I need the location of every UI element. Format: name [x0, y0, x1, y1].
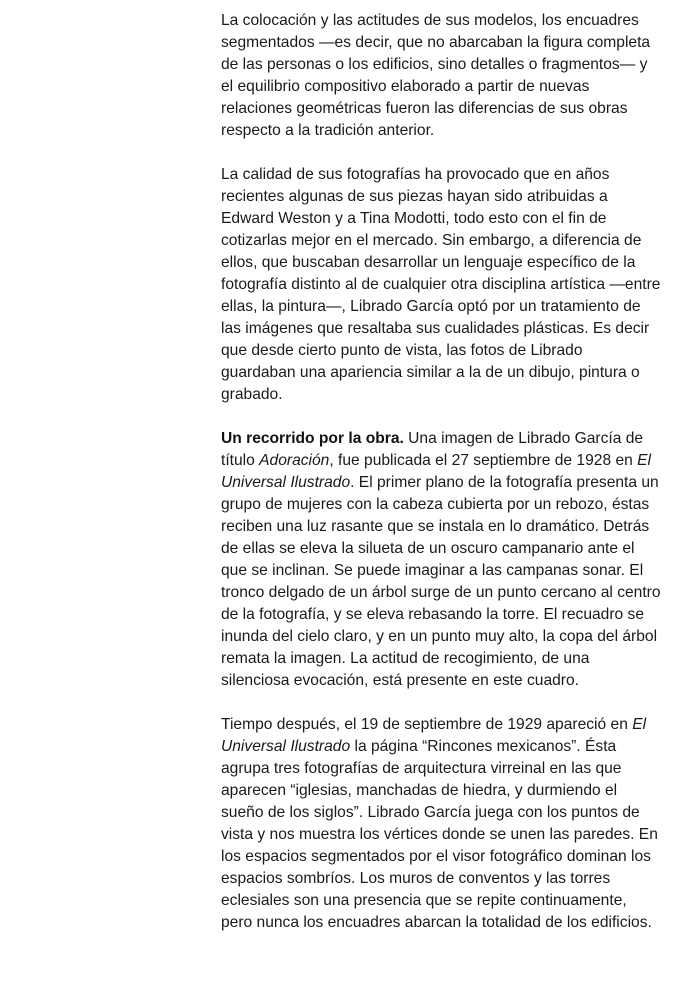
publication-title: El Universal Ilustrado	[221, 452, 651, 491]
paragraph-rincones	[221, 714, 661, 934]
paragraph-text: Una imagen de Librado García de título	[221, 430, 644, 469]
paragraph-adoracion	[221, 428, 661, 692]
section-heading: Un recorrido por la obra.	[221, 430, 404, 447]
paragraph-composition	[221, 10, 661, 142]
paragraph-text: la página “Rincones mexicanos”. Ésta agrupa tres fotografías de arquitectura virreinal en las que aparecen “iglesias, manchadas de hiedra, y durmiendo el sueño de los siglos”. Librado García juega con los puntos de vista y nos muestra los vértices donde se unen las paredes. En los espacios segmentados por el visor fotográfico dominan los espacios sombríos. Los muros de conventos y las torres eclesiales son una presencia que se repite continuamente, pero nunca los encuadres abarcan la totalidad de los edificios.	[221, 738, 658, 931]
paragraph-text: La calidad de sus fotografías ha provocado que en años recientes algunas de sus piezas hayan sido atribuidas a Edward Weston y a Tina Modotti, todo esto con el fin de cotizarlas mejor en el mercado. Sin embargo, a diferencia de ellos, que buscaban desarrollar un lenguaje específico de la fotografía distinto al de cualquier otra disciplina artística —entre ellas, la pintura—, Librado García optó por un tratamiento de las imágenes que resaltaba sus cualidades plásticas. Es decir que desde cierto punto de vista, las fotos de Librado guardaban una apariencia similar a la de un dibujo, pintura o grabado.	[221, 166, 661, 403]
paragraph-text: , fue publicada el 27 septiembre de 1928 en	[329, 452, 638, 469]
paragraph-text: . El primer plano de la fotografía presenta un grupo de mujeres con la cabeza cubierta por un rebozo, éstas reciben una luz rasante que se instala en lo dramático. Detrás de ellas se eleva la silueta de un oscuro campanario ante el que se inclinan. Se puede imaginar a las campanas sonar. El tronco delgado de un árbol surge de un punto cercano al centro de la fotografía, y se eleva rebasando la torre. El recuadro se inunda del cielo claro, y en un punto muy alto, la copa del árbol remata la imagen. La actitud de recogimiento, de una silenciosa evocación, está presente en este cuadro.	[221, 474, 661, 689]
work-title: Adoración	[259, 452, 330, 469]
paragraph-attribution	[221, 164, 661, 406]
paragraph-text: La colocación y las actitudes de sus modelos, los encuadres segmentados —es decir, que no abarcaban la figura completa de las personas o los edificios, sino detalles o fragmentos— y el equilibrio compositivo elaborado a partir de nuevas relaciones geométricas fueron las diferencias de sus obras respecto a la tradición anterior.	[221, 12, 651, 139]
paragraph-text: Tiempo después, el 19 de septiembre de 1929 apareció en	[221, 716, 633, 733]
publication-title: El Universal Ilustrado	[221, 716, 647, 755]
article-body	[221, 10, 661, 956]
